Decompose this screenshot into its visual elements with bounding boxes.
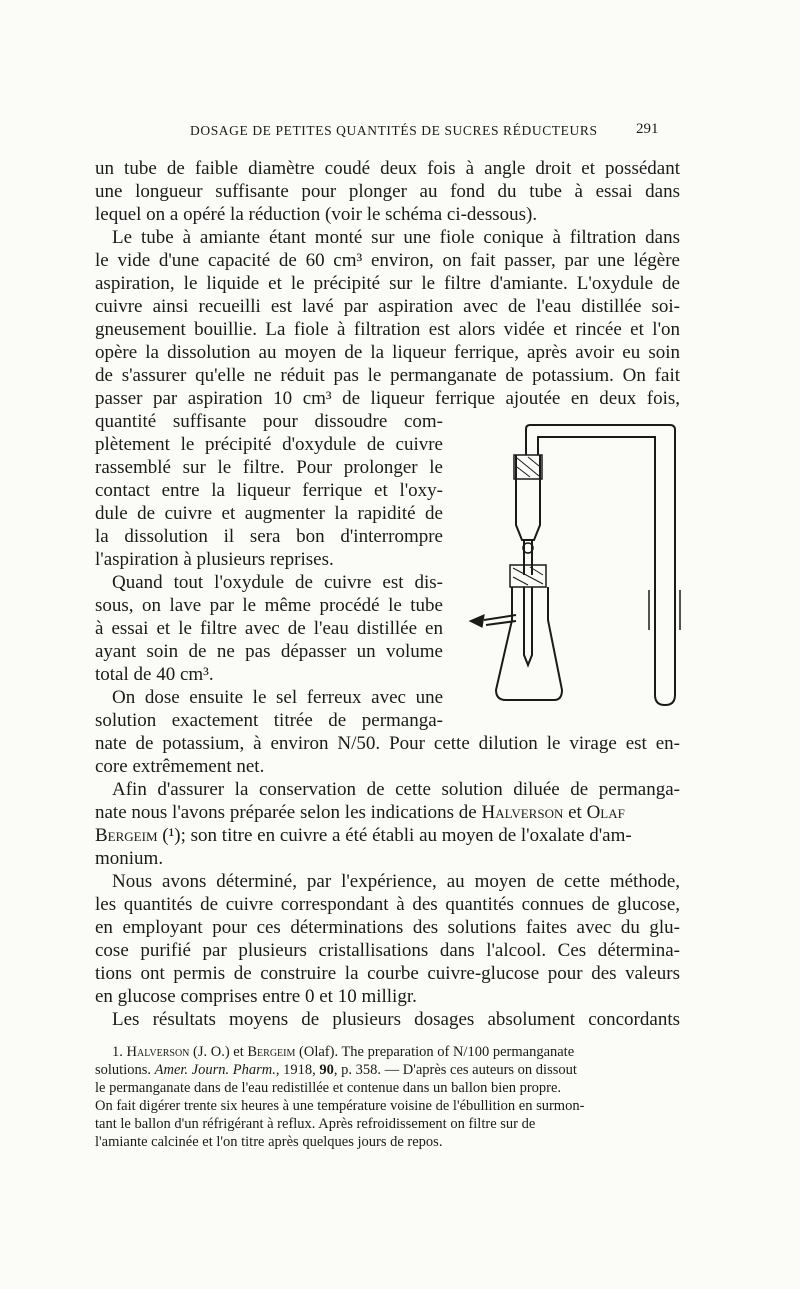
body-line: aspiration, le liquide et le précipité sur le filtre d'amiante. L'oxydule de xyxy=(95,273,680,294)
body-line: une longueur suffisante pour plonger au fond du tube à essai dans xyxy=(95,181,680,202)
footnote-line: l'amiante calcinée et l'on titre après quelques jours de repos. xyxy=(95,1134,443,1150)
footnote-text-span: , p. 358. — D'après ces auteurs on dissout xyxy=(333,1062,577,1078)
page-number: 291 xyxy=(636,121,659,137)
footnote-author: Bergeim xyxy=(247,1044,296,1060)
body-line: cose purifié par plusieurs cristallisations dans l'alcool. Ces détermina- xyxy=(95,940,680,961)
footnote-author: Halverson xyxy=(126,1044,190,1060)
body-line: l'aspiration à plusieurs reprises. xyxy=(95,549,334,570)
filtration-apparatus-icon xyxy=(464,415,694,715)
body-line: rassemblé sur le filtre. Pour prolonger le xyxy=(95,457,443,478)
body-line: Le tube à amiante étant monté sur une fiole conique à filtration dans xyxy=(112,227,680,248)
page-header xyxy=(0,121,800,145)
footnote-line: le permanganate dans de l'eau redistillée et contenue dans un ballon bien propre. xyxy=(95,1080,562,1096)
body-line: monium. xyxy=(95,848,164,869)
footnote-text-span: (J. O.) et xyxy=(189,1044,248,1060)
footnote-line: tant le ballon d'un réfrigérant à reflux. Après refroidissement on filtre sur de xyxy=(95,1116,536,1132)
body-text-span: et xyxy=(563,802,587,823)
author-name: Bergeim xyxy=(95,825,158,846)
body-line: lequel on a opéré la réduction (voir le schéma ci-dessous). xyxy=(95,204,538,225)
body-line: On dose ensuite le sel ferreux avec une xyxy=(112,687,443,708)
body-line: le vide d'une capacité de 60 cm³ environ, on fait passer, par une légère xyxy=(95,250,680,271)
body-line: opère la dissolution au moyen de la liqueur ferrique, après avoir eu soin xyxy=(95,342,680,363)
footnote-line xyxy=(112,1043,680,1061)
body-line: en glucose comprises entre 0 et 10 milligr. xyxy=(95,986,417,1007)
body-line: Afin d'assurer la conservation de cette solution diluée de permanga- xyxy=(112,779,680,800)
body-line: contact entre la liqueur ferrique et l'oxy- xyxy=(95,480,443,501)
footnote-text-span: (Olaf). The preparation of N/100 permanganate xyxy=(295,1044,575,1060)
footnote-line xyxy=(95,1061,680,1079)
body-text-span: nate nous l'avons préparée selon les indications de xyxy=(95,802,482,823)
body-line: sous, on lave par le même procédé le tube xyxy=(95,595,443,616)
body-line: dule de cuivre et augmenter la rapidité de xyxy=(95,503,443,524)
body-line: la dissolution il sera bon d'interrompre xyxy=(95,526,443,547)
running-title: DOSAGE DE PETITES QUANTITÉS DE SUCRES RÉDUCTEURS xyxy=(190,123,598,138)
body-line: de s'assurer qu'elle ne réduit pas le permanganate de potassium. On fait xyxy=(95,365,680,386)
body-line: solution exactement titrée de permanga- xyxy=(95,710,443,731)
body-line: total de 40 cm³. xyxy=(95,664,214,685)
author-name: Olaf xyxy=(586,802,625,823)
body-line: un tube de faible diamètre coudé deux fois à angle droit et possédant xyxy=(95,158,680,179)
body-text-span: (¹); son titre en cuivre a été établi au moyen de l'oxalate d'am- xyxy=(157,825,632,846)
author-name: Halverson xyxy=(481,802,564,823)
body-line: Quand tout l'oxydule de cuivre est dis- xyxy=(112,572,443,593)
body-line: nate de potassium, à environ N/50. Pour cette dilution le virage est en- xyxy=(95,733,680,754)
body-line-with-names xyxy=(95,802,680,824)
body-line: Nous avons déterminé, par l'expérience, au moyen de cette méthode, xyxy=(112,871,680,892)
body-line: core extrêmement net. xyxy=(95,756,265,777)
body-line: passer par aspiration 10 cm³ de liqueur ferrique ajoutée en deux fois, xyxy=(95,388,680,409)
body-line: Les résultats moyens de plusieurs dosages absolument concordants xyxy=(112,1009,680,1030)
body-line: ayant soin de ne pas dépasser un volume xyxy=(95,641,443,662)
body-line: à essai et le filtre avec de l'eau distillée en xyxy=(95,618,443,639)
body-line: gneusement bouillie. La fiole à filtration est alors vidée et rincée et l'on xyxy=(95,319,680,340)
body-line: en employant pour ces déterminations des solutions faites avec du glu- xyxy=(95,917,680,938)
footnote-text-span: , 1918, xyxy=(275,1062,320,1078)
body-line: quantité suffisante pour dissoudre com- xyxy=(95,411,443,432)
body-line-with-names xyxy=(95,825,632,847)
body-line: plètement le précipité d'oxydule de cuivre xyxy=(95,434,443,455)
footnote-journal: Amer. Journ. Pharm. xyxy=(154,1062,276,1078)
body-line: cuivre ainsi recueilli est lavé par aspiration avec de l'eau distillée soi- xyxy=(95,296,680,317)
footnote-volume: 90 xyxy=(319,1062,334,1078)
footnote-line: On fait digérer trente six heures à une température voisine de l'ébullition en surmon- xyxy=(95,1098,585,1114)
body-line: tions ont permis de construire la courbe cuivre-glucose pour des valeurs xyxy=(95,963,680,984)
footnote-text-span: solutions. xyxy=(95,1062,155,1078)
body-line: les quantités de cuivre correspondant à des quantités connues de glucose, xyxy=(95,894,680,915)
footnote-number: 1. xyxy=(112,1044,127,1060)
